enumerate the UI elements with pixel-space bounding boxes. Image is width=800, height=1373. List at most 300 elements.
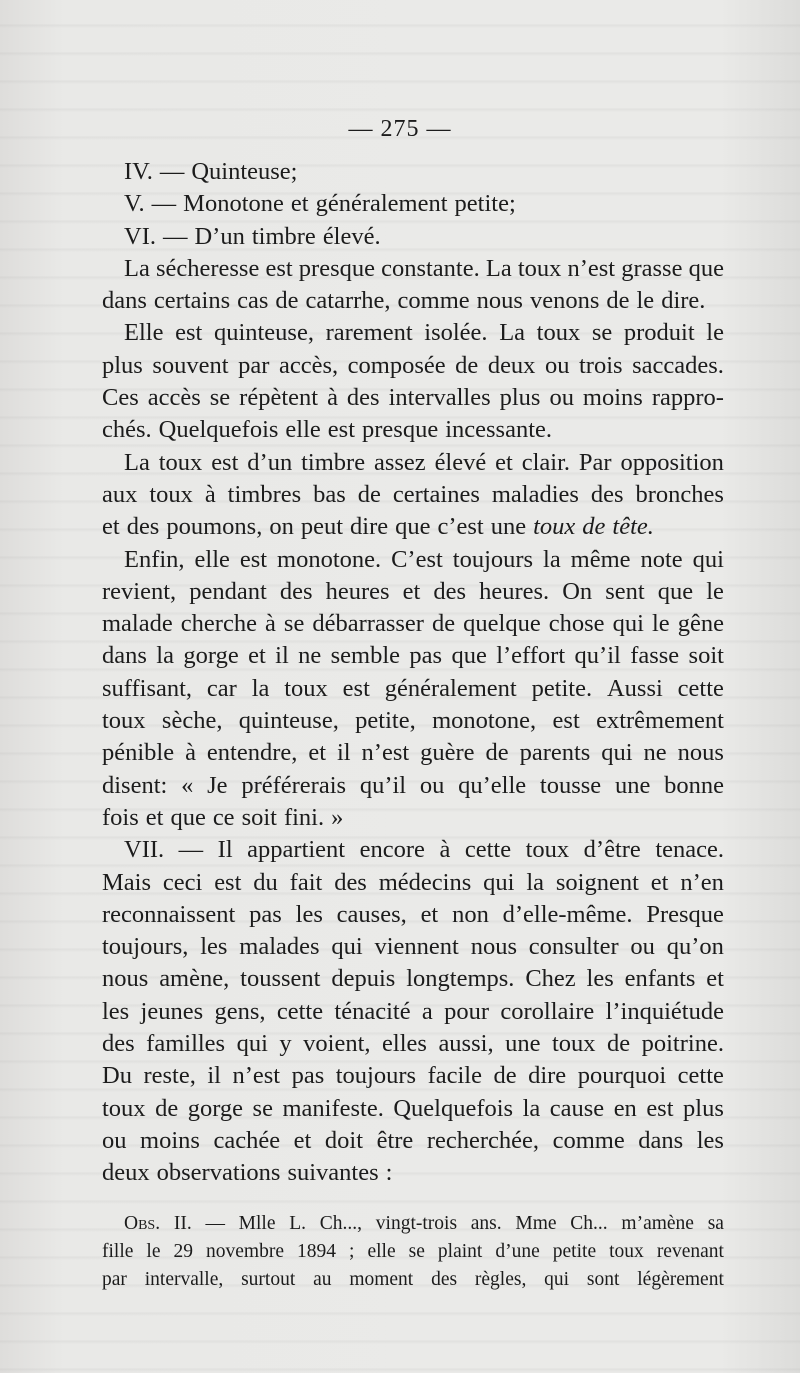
word: ou: [549, 384, 574, 412]
word: les: [200, 933, 228, 961]
word: aux: [102, 480, 138, 508]
word: à: [204, 480, 216, 508]
paragraph-line: [102, 608, 724, 640]
word: même: [570, 545, 631, 573]
word: note: [640, 545, 683, 573]
word: pas: [291, 1062, 325, 1090]
word: chose: [548, 610, 605, 638]
word: Chez: [525, 965, 576, 993]
word: l’effort: [496, 642, 566, 670]
word: elles: [382, 1030, 427, 1058]
word: dans: [102, 642, 147, 670]
word: timbre: [301, 448, 366, 476]
word: revient,: [102, 577, 177, 605]
word: dire: [528, 1062, 567, 1090]
word: des: [102, 1030, 135, 1058]
word: généralement: [315, 190, 448, 218]
word: médecins: [378, 868, 472, 896]
list-item: [102, 156, 724, 188]
word: que: [395, 513, 431, 541]
word: observations: [156, 1159, 281, 1187]
word: toux: [158, 448, 203, 476]
word: il: [336, 739, 351, 767]
word: le: [706, 319, 724, 347]
word: deux: [487, 351, 536, 379]
word: reste,: [143, 1062, 196, 1090]
word: aussi,: [438, 1030, 494, 1058]
word: toux: [517, 254, 562, 282]
word: La: [485, 254, 512, 282]
word: VII.: [124, 836, 165, 864]
word: presque: [362, 416, 439, 444]
word: que: [170, 803, 206, 831]
word: est: [214, 868, 242, 896]
word: fille: [102, 1241, 134, 1262]
word: rappro-: [651, 384, 724, 412]
word: n’est: [361, 739, 410, 767]
word: toux: [533, 513, 576, 541]
word: soignent: [555, 868, 639, 896]
word: ce: [212, 803, 235, 831]
word: produit: [623, 319, 695, 347]
word: m’amène: [621, 1213, 694, 1234]
word: poumons,: [166, 513, 263, 541]
word: et: [248, 642, 266, 670]
word: c’est: [437, 513, 484, 541]
paragraph-line: [102, 544, 724, 576]
word: les: [102, 997, 130, 1025]
word: 29: [173, 1241, 194, 1262]
word: —: [162, 222, 188, 250]
word: cette: [276, 997, 324, 1025]
word: se: [408, 1241, 425, 1262]
word: certains: [153, 287, 231, 315]
word: dans: [102, 287, 147, 315]
word: catarrhe,: [305, 287, 391, 315]
word: sont: [586, 1269, 620, 1290]
paragraph-line: [102, 996, 724, 1028]
word: de: [582, 513, 606, 541]
word: V.: [124, 190, 145, 218]
word: le: [651, 610, 670, 638]
word: La: [124, 254, 150, 282]
word: à: [185, 739, 196, 767]
word: qu’il: [574, 642, 621, 670]
word: consulter: [528, 933, 619, 961]
word: manifeste.: [282, 1094, 384, 1122]
word: doit: [324, 1126, 364, 1154]
word: de: [606, 287, 630, 315]
word: des: [346, 384, 380, 412]
word: d’être: [583, 836, 641, 864]
word: pénible: [102, 739, 175, 767]
paragraph-line: [102, 479, 724, 511]
word: toux: [551, 1030, 596, 1058]
word: elle: [367, 1241, 396, 1262]
word: 1894: [297, 1241, 337, 1262]
paragraph-line: [102, 1125, 724, 1157]
word: »: [331, 803, 344, 831]
word: sa: [707, 1213, 724, 1234]
word: plus: [683, 1094, 724, 1122]
word: par: [238, 351, 270, 379]
word: Je: [207, 771, 228, 799]
word: malades: [239, 933, 320, 961]
word: VI.: [124, 222, 156, 250]
word: quelque: [463, 610, 541, 638]
word: toujours: [335, 1062, 417, 1090]
word: qui: [483, 868, 515, 896]
paragraph-line: [102, 1157, 724, 1189]
word: La: [124, 448, 150, 476]
word: débarrasser: [312, 610, 424, 638]
word: facile: [427, 1062, 482, 1090]
word: est: [552, 707, 580, 735]
word: l’inquiétude: [605, 997, 724, 1025]
word: bonne: [664, 771, 724, 799]
word: car: [206, 674, 237, 702]
word: quinteuse,: [213, 319, 314, 347]
word: timbres: [227, 480, 302, 508]
word: fini.: [283, 803, 325, 831]
word: des: [433, 577, 467, 605]
word: la: [543, 545, 561, 573]
word: disent:: [102, 771, 168, 799]
word: ou: [630, 933, 655, 961]
word: et: [402, 577, 421, 605]
word: est: [175, 319, 203, 347]
word: suffisant,: [102, 674, 193, 702]
word: est: [342, 674, 370, 702]
word: nous: [102, 965, 149, 993]
word: L.: [289, 1213, 307, 1234]
word: semble: [330, 642, 401, 670]
word: surtout: [241, 1269, 296, 1290]
word: soit: [241, 803, 277, 831]
word: Par: [578, 448, 612, 476]
word: appartient: [247, 836, 346, 864]
word: Obs.: [124, 1213, 161, 1234]
word: bronches: [635, 480, 724, 508]
word: Monotone: [183, 190, 284, 218]
word: sécheresse: [155, 254, 260, 282]
word: enfants: [624, 965, 696, 993]
word: et: [102, 513, 120, 541]
word: constante.: [381, 254, 480, 282]
word: cette: [677, 674, 724, 702]
paragraph-line: [102, 963, 724, 995]
word: heures: [325, 577, 390, 605]
word: grasse: [621, 254, 683, 282]
paragraph-line: [102, 770, 724, 802]
word: et: [706, 965, 724, 993]
word: les: [696, 1126, 724, 1154]
word: généralement: [384, 674, 517, 702]
word: et: [290, 190, 309, 218]
word: Presque: [646, 900, 724, 928]
word: qui: [331, 933, 363, 961]
word: II.: [173, 1213, 192, 1234]
word: ne: [643, 739, 667, 767]
word: d’un: [247, 448, 293, 476]
paragraph-line: [102, 834, 724, 866]
word: des: [431, 1269, 458, 1290]
word: timbre: [251, 222, 316, 250]
word: le: [706, 577, 724, 605]
word: entendre,: [206, 739, 298, 767]
word: «: [181, 771, 194, 799]
word: corollaire: [500, 997, 595, 1025]
word: toux: [609, 1241, 644, 1262]
word: gorge: [183, 642, 239, 670]
word: rarement: [325, 319, 413, 347]
word: du: [253, 868, 278, 896]
word: incessante.: [445, 416, 553, 444]
word: on: [269, 513, 294, 541]
word: les: [295, 900, 323, 928]
word: presque: [298, 254, 375, 282]
word: accès: [147, 384, 201, 412]
word: les: [586, 965, 614, 993]
paragraph-line: [102, 511, 724, 543]
word: de: [455, 351, 479, 379]
word: La: [499, 319, 526, 347]
paragraph-line: [102, 414, 724, 446]
word: y: [279, 1030, 292, 1058]
word: isolée.: [424, 319, 488, 347]
word: monotone.: [277, 545, 382, 573]
word: des: [590, 480, 624, 508]
word: Il: [217, 836, 233, 864]
word: qu’il: [359, 771, 407, 799]
word: encore: [359, 836, 425, 864]
word: intervalle,: [144, 1269, 224, 1290]
word: de: [493, 1062, 517, 1090]
word: fois: [102, 803, 139, 831]
paragraph-line: [102, 253, 724, 285]
word: ceci: [162, 868, 203, 896]
word: ne: [298, 642, 322, 670]
word: fasse: [630, 642, 680, 670]
observation-text: [102, 1210, 724, 1294]
word: parents: [519, 739, 591, 767]
word: pour: [444, 997, 490, 1025]
word: se: [591, 319, 613, 347]
word: toujours,: [102, 933, 189, 961]
word: bas: [313, 480, 346, 508]
word: ans.: [470, 1213, 502, 1234]
word: petite;: [454, 190, 516, 218]
word: qui: [612, 610, 644, 638]
word: petite,: [355, 707, 416, 735]
word: Enfin,: [124, 545, 185, 573]
word: toux: [536, 319, 581, 347]
word: longtemps.: [406, 965, 515, 993]
word: élevé.: [322, 222, 381, 250]
word: D’un: [194, 222, 245, 250]
paragraph-line: [102, 382, 724, 414]
word: trois: [579, 351, 623, 379]
word: familles: [146, 1030, 226, 1058]
word: est: [265, 254, 293, 282]
word: de: [607, 1030, 631, 1058]
word: sèche,: [161, 707, 223, 735]
word: IV.: [124, 158, 153, 185]
word: petite: [552, 1241, 597, 1262]
word: la: [251, 674, 270, 702]
word: plus: [102, 351, 143, 379]
word: cachée: [213, 1126, 281, 1154]
word: opposition: [620, 448, 724, 476]
word: certaines: [392, 480, 480, 508]
paragraph-line: [102, 867, 724, 899]
word: pas: [249, 900, 282, 928]
word: gens,: [214, 997, 266, 1025]
word: de: [155, 1094, 179, 1122]
word: une: [505, 1030, 541, 1058]
word: qui: [692, 545, 724, 573]
word: cette: [464, 836, 512, 864]
word: Mais: [102, 868, 151, 896]
word: n’est: [232, 1062, 281, 1090]
word: tête.: [612, 513, 654, 541]
word: ou: [419, 771, 445, 799]
word: soit: [688, 642, 724, 670]
word: On: [562, 577, 593, 605]
paragraph-line: [102, 1028, 724, 1060]
word: moment: [349, 1269, 414, 1290]
word: intervalles: [388, 384, 491, 412]
word: revenant: [656, 1241, 724, 1262]
paragraph-line: [102, 737, 724, 769]
word: qu’on: [666, 933, 724, 961]
word: Ch...: [570, 1213, 608, 1234]
word: maladies: [491, 480, 579, 508]
word: dans: [638, 1126, 684, 1154]
word: moins: [582, 384, 643, 412]
word: et: [293, 1126, 312, 1154]
word: pendant: [189, 577, 267, 605]
word: —: [159, 158, 185, 185]
word: dire: [350, 513, 389, 541]
word: chés.: [102, 416, 152, 444]
word: a: [421, 997, 433, 1025]
word: par: [102, 1269, 127, 1290]
word: causes,: [336, 900, 407, 928]
word: de: [357, 480, 381, 508]
word: fait: [289, 868, 323, 896]
word: nous: [470, 933, 517, 961]
word: amène,: [159, 965, 230, 993]
word: venons: [529, 287, 600, 315]
word: est: [239, 545, 268, 573]
observation-line: [102, 1238, 724, 1266]
word: tousse: [539, 771, 602, 799]
paragraph-line: [102, 899, 724, 931]
paragraph-line: [102, 350, 724, 382]
word: cette: [677, 1062, 724, 1090]
word: composée: [347, 351, 446, 379]
paragraph-line: [102, 802, 724, 834]
word: souvent: [152, 351, 229, 379]
word: toux: [149, 480, 193, 508]
word: Mme: [515, 1213, 557, 1234]
paragraph-line: [102, 931, 724, 963]
word: :: [385, 1159, 393, 1187]
paragraph-line: [102, 640, 724, 672]
word: est: [327, 416, 356, 444]
word: se: [209, 384, 231, 412]
word: le: [636, 287, 655, 315]
word: petite.: [531, 674, 593, 702]
word: cherche: [180, 610, 257, 638]
word: comme: [397, 287, 470, 315]
word: toux: [284, 674, 328, 702]
word: des: [126, 513, 160, 541]
word: Ces: [102, 384, 139, 412]
word: des: [334, 868, 367, 896]
word: reconnaissent: [102, 900, 236, 928]
word: d’elle-même.: [502, 900, 633, 928]
word: recherchée,: [426, 1126, 540, 1154]
paragraph-line: [102, 317, 724, 349]
word: Quinteuse;: [191, 158, 298, 185]
word: de: [485, 739, 509, 767]
word: pourquoi: [577, 1062, 667, 1090]
word: légèrement: [637, 1269, 724, 1290]
word: cause: [549, 1094, 605, 1122]
word: la: [526, 868, 545, 896]
word: depuis: [331, 965, 396, 993]
word: malade: [102, 610, 173, 638]
word: n’est: [567, 254, 616, 282]
word: la: [156, 642, 174, 670]
word: moins: [140, 1126, 200, 1154]
word: d’une: [495, 1241, 540, 1262]
word: suivantes: [287, 1159, 379, 1187]
word: à: [265, 610, 276, 638]
word: que: [451, 642, 487, 670]
word: Mlle: [238, 1213, 276, 1234]
word: clair.: [521, 448, 571, 476]
word: nous: [677, 739, 724, 767]
observation-line: [102, 1210, 724, 1238]
word: quinteuse,: [238, 707, 339, 735]
observation-line: [102, 1266, 724, 1294]
body-text: [102, 156, 724, 1190]
paragraph-line: [102, 705, 724, 737]
word: saccades.: [632, 351, 724, 379]
word: répètent: [239, 384, 319, 412]
word: heures.: [479, 577, 550, 605]
word: vingt-trois: [375, 1213, 458, 1234]
word: gorge: [187, 1094, 244, 1122]
word: Ch...,: [319, 1213, 363, 1234]
paragraph-line: [102, 447, 724, 479]
word: il: [207, 1062, 221, 1090]
word: et: [145, 803, 164, 831]
word: tenace.: [655, 836, 724, 864]
word: plaint: [437, 1241, 483, 1262]
word: viennent: [374, 933, 459, 961]
word: que: [688, 254, 724, 282]
word: monotone,: [432, 707, 537, 735]
word: se: [283, 610, 305, 638]
word: qui: [236, 1030, 268, 1058]
word: plus: [499, 384, 541, 412]
word: élevé: [434, 448, 487, 476]
word: règles,: [474, 1269, 527, 1290]
